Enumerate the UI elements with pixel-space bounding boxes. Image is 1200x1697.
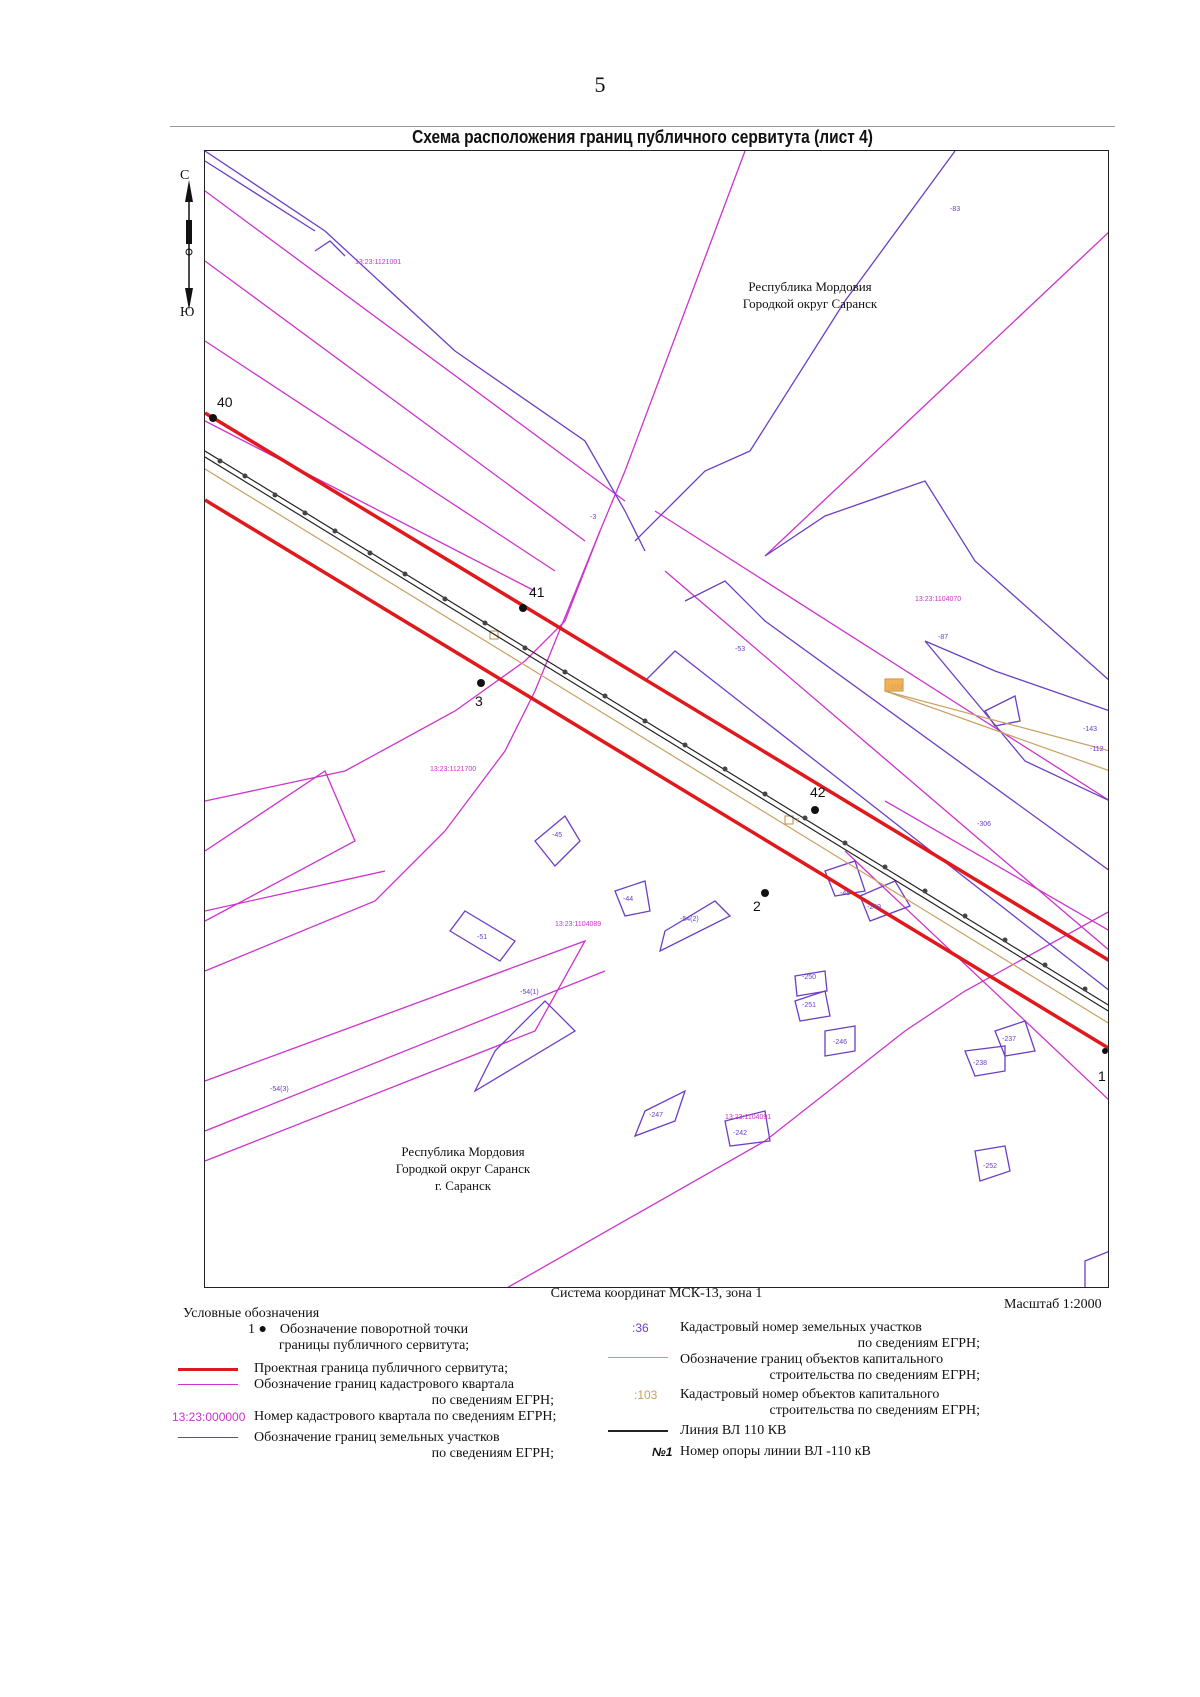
svg-text:13:23:1121700: 13:23:1121700: [430, 766, 477, 773]
legend-quarter-no-symbol: 13:23:000000: [172, 1410, 246, 1424]
svg-text:-251: -251: [802, 1002, 817, 1009]
parcel-labels: [270, 206, 1104, 1170]
svg-text:Республика Мордовия: Республика Мордовия: [401, 1144, 525, 1159]
legend-building-no-symbol: :103: [634, 1388, 658, 1402]
svg-text:Городкой округ Саранск: Городкой округ Саранск: [742, 296, 878, 311]
svg-text:-112: -112: [1090, 746, 1104, 753]
svg-text:-45: -45: [552, 832, 563, 839]
legend-quarter-text: Обозначение границ кадастрового квартала по сведениям ЕГРН;: [254, 1377, 554, 1408]
svg-text:-249: -249: [867, 904, 882, 911]
legend-parcel-no-symbol: :36: [632, 1321, 649, 1335]
svg-text:-252: -252: [983, 1163, 998, 1170]
svg-text:-237: -237: [1002, 1036, 1017, 1043]
svg-text:Республика Мордовия: Республика Мордовия: [748, 279, 872, 294]
map-frame: [204, 150, 1109, 1288]
legend-point-symbol: 1 ●: [248, 1322, 267, 1337]
cadastral-map: [205, 151, 1109, 1288]
legend-building-bound-text: Обозначение границ объектов капитального строительства по сведениям ЕГРН;: [680, 1352, 980, 1383]
svg-text:13:23:1104089: 13:23:1104089: [555, 921, 602, 928]
region-north-label: [743, 279, 878, 311]
page-number: 5: [594, 72, 606, 97]
svg-text:13:23:1104070: 13:23:1104070: [915, 596, 962, 603]
svg-text:-247: -247: [649, 1112, 664, 1119]
compass-north-label: С: [180, 168, 190, 183]
legend-quarter-symbol: [178, 1384, 238, 1385]
svg-text:-306: -306: [977, 821, 992, 828]
legend-servitude-text: Проектная граница публичного сервитута;: [254, 1361, 509, 1376]
parcel-boundaries: [205, 151, 1109, 991]
compass-arrow-icon: [174, 170, 204, 320]
svg-text:-54(2): -54(2): [680, 916, 699, 923]
legend-servitude-symbol: [178, 1368, 238, 1371]
svg-text:-44: -44: [623, 896, 634, 903]
svg-text:13:23:1104091: 13:23:1104091: [725, 1114, 772, 1121]
powerline: [205, 451, 1109, 1024]
legend-parcel-text: Обозначение границ земельных участков по сведениям ЕГРН;: [254, 1430, 554, 1461]
legend-title: Условные обозначения: [183, 1306, 320, 1321]
svg-text:-54(3): -54(3): [270, 1086, 289, 1093]
svg-text:-250: -250: [802, 974, 817, 981]
legend-powerline-symbol: [608, 1430, 668, 1432]
region-south-label: [396, 1144, 531, 1193]
map-title: Схема расположения границ публичного сервитута (лист 4): [412, 127, 873, 147]
svg-text:-83: -83: [950, 206, 961, 213]
scale-label: Масштаб 1:2000: [1004, 1297, 1102, 1312]
coordinate-system-label: Система координат МСК-13, зона 1: [550, 1286, 763, 1301]
svg-text:-87: -87: [938, 634, 949, 641]
svg-text:-54(1): -54(1): [520, 989, 539, 996]
legend-parcel-no-text: Кадастровый номер земельных участков по сведениям ЕГРН;: [680, 1320, 980, 1351]
point-label: 3: [475, 693, 483, 709]
svg-text:-53: -53: [735, 646, 746, 653]
point-label: 1: [1098, 1068, 1106, 1084]
svg-text:-246: -246: [833, 1039, 848, 1046]
legend-parcel-symbol: [178, 1437, 238, 1438]
compass-south-label: Ю: [180, 305, 195, 320]
svg-text:Городкой округ Саранск: Городкой округ Саранск: [395, 1161, 531, 1176]
point-label: 2: [753, 898, 761, 914]
point-label: 40: [217, 394, 233, 410]
legend-pole-symbol: №1: [652, 1445, 673, 1459]
legend-pole-text: Номер опоры линии ВЛ -110 кВ: [680, 1444, 871, 1459]
point-label: 41: [529, 584, 545, 600]
svg-text:13:23:1121001: 13:23:1121001: [355, 259, 402, 266]
legend-building-no-text: Кадастровый номер объектов капитального строительства по сведениям ЕГРН;: [680, 1387, 980, 1418]
legend-point-text: Обозначение поворотной точки границы публичного сервитута;: [278, 1322, 470, 1353]
point-label: 42: [810, 784, 826, 800]
svg-text:г. Саранск: г. Саранск: [434, 1178, 492, 1193]
svg-text:-3: -3: [590, 514, 597, 521]
svg-text:-7: -7: [793, 818, 800, 825]
building-boxes: [450, 696, 1109, 1288]
legend-powerline-text: Линия ВЛ 110 КВ: [680, 1423, 787, 1438]
svg-text:-238: -238: [973, 1060, 988, 1067]
svg-text:-103: -103: [888, 684, 903, 691]
svg-text:-143: -143: [1083, 726, 1098, 733]
svg-text:-242: -242: [733, 1130, 748, 1137]
servitude-boundaries: [205, 413, 1109, 1049]
legend-quarter-no-text: Номер кадастрового квартала по сведениям ЕГРН;: [254, 1409, 557, 1424]
turning-point-markers: [209, 414, 1108, 1054]
svg-text:-48: -48: [840, 890, 851, 897]
legend-building-bound-symbol: [608, 1357, 668, 1358]
turning-point-labels: [217, 394, 1106, 1084]
svg-text:-51: -51: [477, 934, 488, 941]
